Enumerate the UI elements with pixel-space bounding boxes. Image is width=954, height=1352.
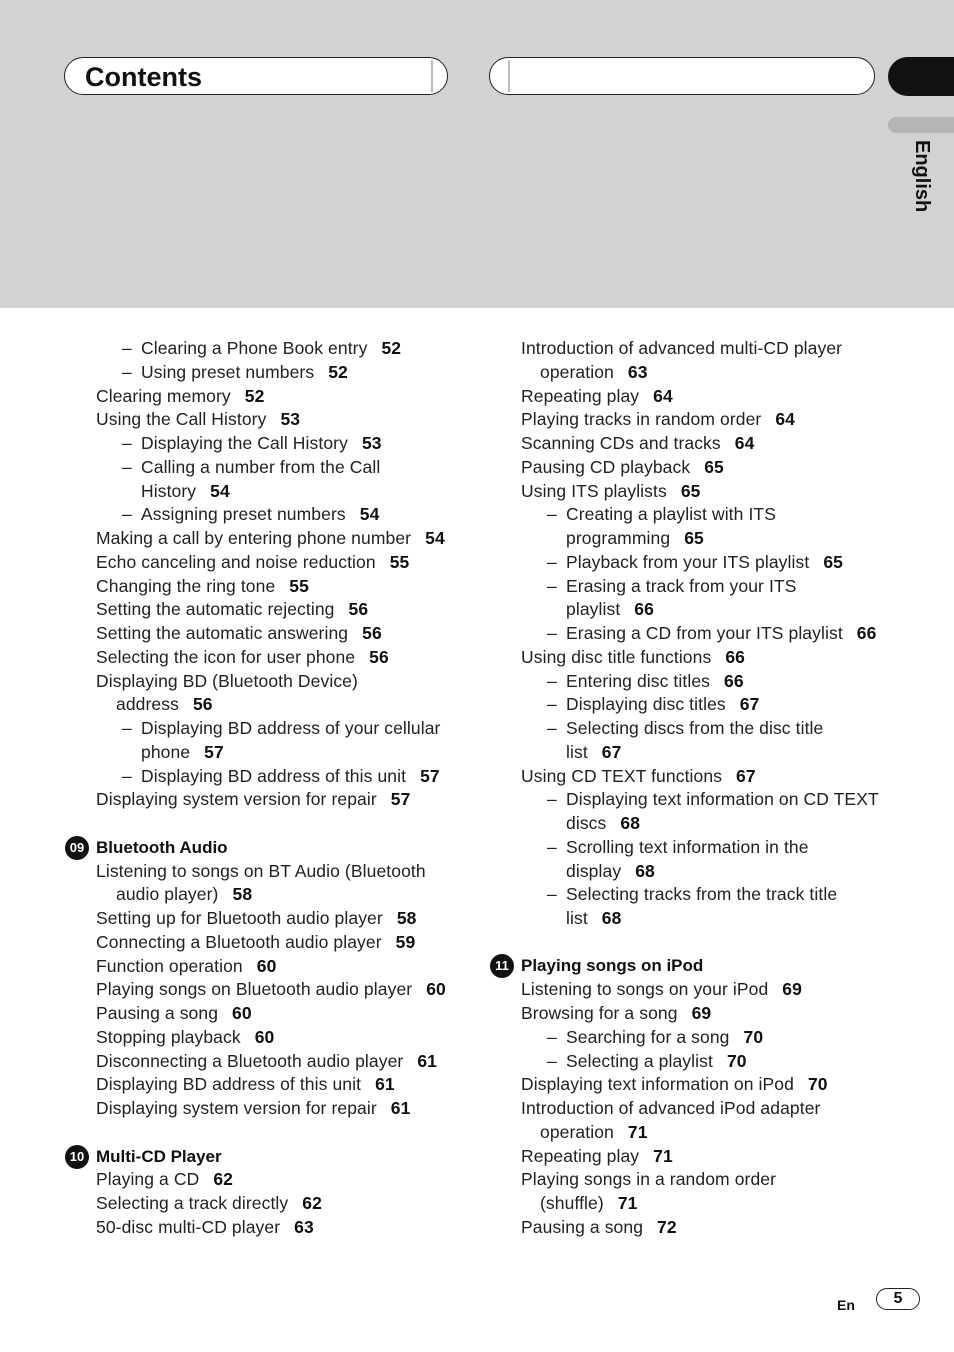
- toc-page-number: 69: [782, 979, 802, 1000]
- toc-page-number: 67: [739, 694, 760, 715]
- toc-entry: [521, 1073, 828, 1095]
- toc-entry: [521, 432, 754, 454]
- toc-entry: [116, 883, 252, 905]
- toc-entry-text: Introduction of advanced iPod adapter: [521, 1098, 821, 1118]
- toc-entry-text: Repeating play: [521, 385, 640, 406]
- toc-page-number: 62: [302, 1193, 322, 1213]
- toc-page-number: 56: [192, 694, 213, 715]
- section-number-badge: 10: [65, 1145, 89, 1169]
- toc-entry-text: Displaying BD (Bluetooth Device): [96, 670, 358, 691]
- toc-entry: [547, 551, 843, 573]
- toc-entry-text: Pausing CD playback: [521, 456, 691, 477]
- toc-entry: [547, 575, 797, 597]
- toc-entry: [122, 765, 440, 787]
- toc-page-number: 60: [426, 979, 446, 1000]
- toc-page-number: 53: [280, 409, 301, 430]
- toc-entry: [122, 361, 348, 383]
- toc-entry-text: Playing songs on Bluetooth audio player: [96, 979, 413, 1000]
- toc-page-number: 64: [775, 409, 795, 430]
- toc-entry-text: Using preset numbers: [141, 361, 315, 382]
- toc-page-number: 70: [743, 1026, 764, 1047]
- toc-page-number: 60: [254, 1026, 275, 1047]
- toc-entry-text: Searching for a song: [566, 1026, 730, 1047]
- toc-sub-dash: –: [122, 504, 132, 525]
- toc-page-number: 56: [348, 599, 369, 620]
- toc-sub-dash: –: [547, 504, 557, 525]
- toc-entry: [521, 337, 842, 359]
- toc-entry: [96, 1050, 437, 1072]
- toc-entry: [96, 788, 410, 810]
- toc-entry-text: Assigning preset numbers: [141, 504, 346, 525]
- toc-entry: [547, 670, 744, 692]
- toc-entry-text: History: [141, 480, 197, 501]
- toc-page-number: 70: [807, 1074, 828, 1095]
- toc-entry: [547, 883, 838, 905]
- toc-entry-text: Selecting discs from the disc title: [566, 718, 824, 738]
- toc-entry: [566, 907, 621, 929]
- toc-page-number: 71: [627, 1121, 648, 1142]
- toc-entry-text: Scanning CDs and tracks: [521, 433, 721, 453]
- toc-sub-dash: –: [122, 456, 132, 477]
- toc-entry-text: Playing a CD: [96, 1169, 200, 1190]
- toc-entry: [547, 1050, 747, 1072]
- toc-sub-dash: –: [547, 718, 557, 738]
- toc-entry-text: display: [566, 860, 622, 881]
- toc-entry-text: Disconnecting a Bluetooth audio player: [96, 1050, 404, 1071]
- toc-sub-dash: –: [547, 884, 557, 905]
- toc-entry: [566, 527, 704, 549]
- toc-entry: [521, 456, 724, 478]
- toc-entry: [96, 978, 446, 1000]
- toc-entry-text: operation: [540, 1121, 614, 1142]
- toc-entry-text: Making a call by entering phone number: [96, 528, 412, 548]
- toc-page-number: 68: [635, 860, 655, 881]
- section-number-badge: 09: [65, 836, 89, 860]
- toc-entry: [521, 1168, 776, 1190]
- toc-entry-text: Using the Call History: [96, 409, 267, 430]
- toc-entry: [96, 907, 416, 929]
- toc-page-number: 55: [389, 551, 410, 572]
- toc-page-number: 72: [657, 1216, 677, 1237]
- footer-language-code: En: [837, 1297, 855, 1313]
- toc-entry-text: list: [566, 741, 588, 762]
- toc-page-number: 69: [691, 1003, 712, 1023]
- toc-entry-text: Echo canceling and noise reduction: [96, 551, 376, 572]
- toc-entry-text: Selecting a playlist: [566, 1050, 713, 1071]
- toc-page-number: 63: [627, 361, 648, 382]
- toc-entry-text: Displaying BD address of this unit: [141, 765, 407, 786]
- toc-entry: [547, 788, 879, 810]
- toc-sub-dash: –: [547, 836, 557, 857]
- toc-entry-text: Playing songs in a random order: [521, 1169, 777, 1190]
- footer-page-number: 5: [876, 1288, 920, 1310]
- toc-entry-text: Repeating play: [521, 1145, 640, 1166]
- blank-frame-divider: [508, 60, 510, 92]
- toc-entry: [547, 1026, 764, 1048]
- page-title: Contents: [85, 62, 202, 92]
- toc-page-number: 65: [823, 551, 843, 572]
- toc-entry: [547, 503, 776, 525]
- toc-entry-text: Introduction of advanced multi-CD player: [521, 338, 843, 358]
- toc-entry-text: Calling a number from the Call: [141, 456, 381, 477]
- toc-sub-dash: –: [547, 623, 557, 643]
- toc-entry: [540, 1192, 637, 1214]
- toc-entry-text: Using ITS playlists: [521, 480, 667, 501]
- toc-entry: [96, 670, 358, 692]
- toc-entry-text: programming: [566, 528, 671, 548]
- toc-page-number: 70: [726, 1050, 747, 1071]
- toc-entry-text: Creating a playlist with ITS: [566, 504, 776, 525]
- toc-entry-text: Playback from your ITS playlist: [566, 551, 810, 572]
- toc-entry-text: Displaying the Call History: [141, 433, 348, 453]
- section-number-badge: 11: [490, 954, 514, 978]
- toc-page-number: 59: [395, 931, 416, 952]
- toc-entry: [96, 931, 415, 953]
- toc-entry: [521, 408, 795, 430]
- toc-page-number: 52: [328, 361, 348, 382]
- toc-entry-text: Using disc title functions: [521, 646, 712, 667]
- toc-entry-text: address: [116, 694, 179, 715]
- section-title: Multi-CD Player: [96, 1147, 222, 1166]
- blank-header-frame: [489, 57, 875, 95]
- toc-entry: [96, 646, 389, 668]
- toc-entry: [116, 693, 213, 715]
- toc-entry-text: Clearing memory: [96, 385, 231, 406]
- toc-page-number: 61: [390, 1098, 411, 1118]
- toc-entry: [521, 1216, 677, 1238]
- toc-entry-text: Displaying system version for repair: [96, 789, 377, 810]
- toc-page-number: 54: [425, 528, 445, 548]
- toc-page-number: 57: [420, 765, 440, 786]
- toc-entry: [566, 812, 640, 834]
- toc-entry-text: discs: [566, 813, 607, 833]
- toc-entry-text: operation: [540, 361, 614, 382]
- toc-entry-text: Pausing a song: [96, 1003, 219, 1023]
- toc-entry-text: phone: [141, 741, 191, 762]
- toc-entry: [540, 361, 648, 383]
- toc-entry: [566, 741, 621, 763]
- toc-entry-text: playlist: [566, 599, 621, 620]
- toc-entry: [96, 955, 276, 977]
- toc-entry-text: Function operation: [96, 955, 243, 976]
- toc-entry: [547, 622, 877, 644]
- toc-page-number: 66: [856, 623, 877, 643]
- toc-sub-dash: –: [122, 338, 132, 358]
- toc-entry: [96, 575, 309, 597]
- toc-entry: [521, 646, 745, 668]
- toc-entry: [96, 1026, 274, 1048]
- toc-entry: [96, 1216, 314, 1238]
- toc-page-number: 62: [213, 1169, 234, 1190]
- toc-page-number: 58: [232, 884, 253, 905]
- toc-page-number: 65: [684, 528, 704, 548]
- toc-entry-text: Selecting tracks from the track title: [566, 884, 838, 905]
- toc-entry-text: Browsing for a song: [521, 1003, 678, 1023]
- toc-entry: [122, 717, 441, 739]
- toc-entry: [521, 1002, 711, 1024]
- toc-entry: [122, 503, 380, 525]
- toc-entry-text: Setting up for Bluetooth audio player: [96, 908, 383, 928]
- toc-entry-text: Stopping playback: [96, 1026, 241, 1047]
- toc-entry: [96, 408, 300, 430]
- toc-entry: [521, 385, 673, 407]
- toc-page-number: 63: [294, 1216, 314, 1237]
- toc-entry-text: Setting the automatic rejecting: [96, 599, 335, 620]
- toc-entry-text: Listening to songs on your iPod: [521, 979, 769, 1000]
- language-tab-marker: [888, 117, 954, 133]
- toc-page-number: 66: [724, 670, 744, 691]
- toc-sub-dash: –: [547, 789, 557, 810]
- toc-sub-dash: –: [122, 765, 132, 786]
- toc-entry-text: audio player): [116, 884, 219, 905]
- toc-entry-text: Clearing a Phone Book entry: [141, 338, 368, 358]
- toc-entry: [96, 1002, 252, 1024]
- toc-sub-dash: –: [547, 1050, 557, 1071]
- toc-page-number: 65: [704, 456, 724, 477]
- toc-entry: [547, 717, 824, 739]
- toc-page-number: 65: [680, 480, 701, 501]
- toc-entry-text: Scrolling text information in the: [566, 836, 809, 857]
- toc-entry-text: (shuffle): [540, 1193, 604, 1213]
- toc-entry-text: Displaying disc titles: [566, 694, 726, 715]
- toc-entry-text: Displaying BD address of this unit: [96, 1074, 362, 1095]
- toc-sub-dash: –: [547, 551, 557, 572]
- contents-title-frame: [64, 57, 448, 95]
- toc-page-number: 71: [653, 1145, 673, 1166]
- toc-entry: [521, 1145, 673, 1167]
- toc-sub-dash: –: [122, 361, 132, 382]
- toc-page-number: 55: [289, 575, 309, 596]
- toc-entry: [96, 527, 445, 549]
- toc-entry: [96, 1097, 410, 1119]
- toc-page-number: 58: [396, 908, 417, 928]
- toc-entry: [521, 765, 756, 787]
- toc-entry: [547, 836, 809, 858]
- toc-entry: [96, 622, 382, 644]
- toc-page-number: 67: [736, 765, 756, 786]
- toc-page-number: 56: [362, 623, 382, 643]
- toc-sub-dash: –: [547, 575, 557, 596]
- toc-entry-text: Displaying text information on CD TEXT: [566, 789, 879, 810]
- toc-entry: [96, 1192, 322, 1214]
- toc-sub-dash: –: [122, 433, 132, 453]
- toc-entry: [540, 1121, 648, 1143]
- toc-entry: [122, 456, 381, 478]
- toc-entry: [96, 860, 426, 882]
- toc-entry-text: Changing the ring tone: [96, 575, 276, 596]
- toc-entry: [96, 598, 368, 620]
- toc-page-number: 64: [653, 385, 673, 406]
- toc-entry-text: Entering disc titles: [566, 670, 711, 691]
- toc-entry: [521, 1097, 820, 1119]
- toc-page-number: 61: [375, 1074, 395, 1095]
- section-tab-marker: [888, 57, 954, 96]
- title-frame-divider: [431, 60, 433, 92]
- toc-page-number: 60: [232, 1003, 252, 1023]
- toc-entry: [96, 551, 409, 573]
- header-band: [0, 0, 954, 308]
- toc-entry: [547, 693, 760, 715]
- toc-entry: [521, 978, 802, 1000]
- toc-entry-text: Setting the automatic answering: [96, 623, 349, 643]
- toc-entry-text: Pausing a song: [521, 1216, 644, 1237]
- toc-page-number: 64: [734, 433, 755, 453]
- toc-sub-dash: –: [547, 1026, 557, 1047]
- toc-entry: [122, 432, 382, 454]
- toc-page-number: 54: [210, 480, 230, 501]
- toc-entry-text: list: [566, 908, 588, 928]
- toc-entry: [122, 337, 402, 359]
- toc-page-number: 61: [417, 1050, 438, 1071]
- toc-page-number: 56: [369, 646, 389, 667]
- section-title: Playing songs on iPod: [521, 956, 704, 975]
- toc-entry-text: Using CD TEXT functions: [521, 765, 723, 786]
- toc-entry-text: Displaying text information on iPod: [521, 1074, 794, 1095]
- toc-entry: [96, 385, 264, 407]
- toc-entry-text: Selecting the icon for user phone: [96, 646, 356, 667]
- toc-page-number: 57: [390, 789, 411, 810]
- toc-page-number: 54: [359, 504, 380, 525]
- toc-page-number: 52: [244, 385, 265, 406]
- toc-page-number: 67: [601, 741, 622, 762]
- toc-entry: [566, 860, 655, 882]
- toc-page-number: 66: [634, 599, 654, 620]
- toc-entry-text: 50-disc multi-CD player: [96, 1216, 281, 1237]
- toc-sub-dash: –: [122, 718, 132, 738]
- toc-page-number: 68: [601, 908, 622, 928]
- toc-entry-text: Listening to songs on BT Audio (Bluetooth: [96, 860, 426, 881]
- toc-page-number: 66: [725, 646, 745, 667]
- toc-entry-text: Erasing a track from your ITS: [566, 575, 797, 596]
- toc-entry: [141, 480, 230, 502]
- toc-entry-text: Playing tracks in random order: [521, 409, 762, 430]
- language-label: English: [911, 140, 933, 213]
- toc-sub-dash: –: [547, 670, 557, 691]
- toc-entry-text: Displaying system version for repair: [96, 1098, 377, 1118]
- toc-page-number: 53: [361, 433, 382, 453]
- toc-entry: [521, 480, 701, 502]
- toc-page-number: 57: [204, 741, 224, 762]
- toc-page-number: 68: [620, 813, 641, 833]
- toc-entry-text: Erasing a CD from your ITS playlist: [566, 623, 843, 643]
- toc-page-number: 52: [381, 338, 402, 358]
- toc-page-number: 71: [617, 1193, 638, 1213]
- toc-entry-text: Connecting a Bluetooth audio player: [96, 931, 382, 952]
- toc-sub-dash: –: [547, 694, 557, 715]
- toc-entry: [141, 741, 224, 763]
- toc-entry: [566, 598, 654, 620]
- toc-entry: [96, 1073, 395, 1095]
- toc-entry-text: Selecting a track directly: [96, 1193, 289, 1213]
- toc-entry-text: Displaying BD address of your cellular: [141, 718, 441, 738]
- section-title: Bluetooth Audio: [96, 838, 228, 857]
- toc-page-number: 60: [256, 955, 277, 976]
- toc-entry: [96, 1168, 233, 1190]
